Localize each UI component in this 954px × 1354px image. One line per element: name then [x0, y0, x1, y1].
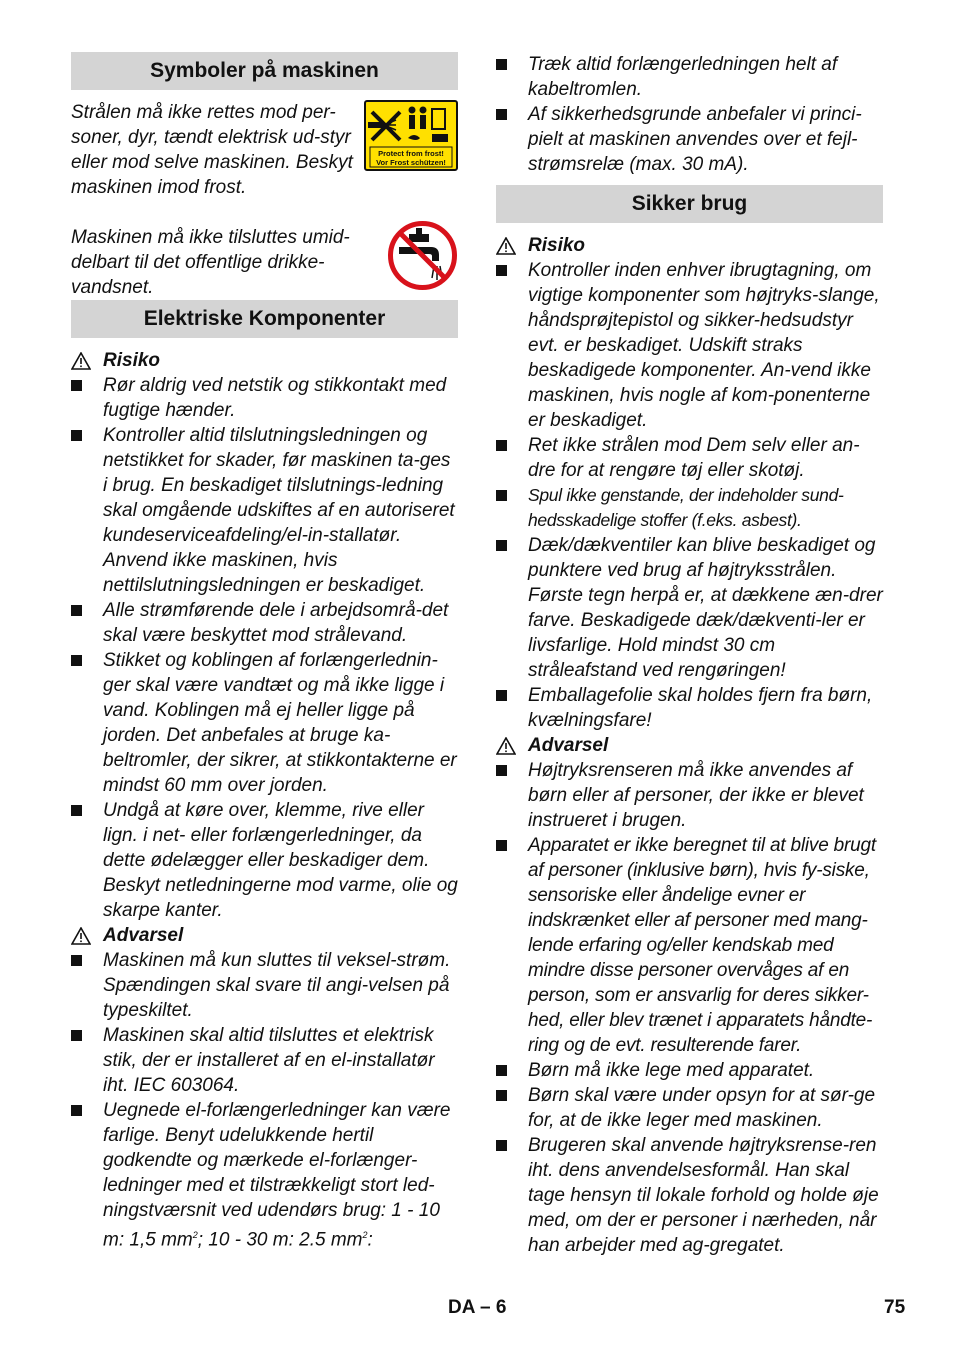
list-item: Af sikkerhedsgrunde anbefaler vi princi-pielt at maskinen anvendes over et fejl-strømsrelæ (max. 30 mA). [496, 102, 883, 177]
list-item: Spul ikke genstande, der indeholder sund-hedsskadelige stoffer (f.eks. asbest). [496, 483, 883, 533]
symbol-text-water: Maskinen må ikke tilsluttes umid-delbart til det offentlige drikke-vandsnet. [71, 227, 350, 298]
warning-label: Advarsel [103, 925, 184, 946]
risk-heading-safe-use [496, 233, 883, 258]
section-heading-electrical: Elektriske Komponenter [71, 300, 458, 338]
risk-heading-electrical [71, 348, 458, 373]
no-drinking-water-connection-icon [387, 220, 458, 291]
footer-section-label: DA – 6 [448, 1297, 507, 1318]
warning-heading-safe-use [496, 733, 883, 758]
list-item: Brugeren skal anvende højtryksrense-ren iht. dens anvendelsesformål. Han skal tage hensyn til lokale forhold og holde øje med, om der er personer i nærheden, når han arbejder med ag-gregatet. [496, 1133, 883, 1258]
warning-triangle-icon [496, 237, 518, 255]
list-item: Børn skal være under opsyn for at sør-ge for, at de ikke leger med maskinen. [496, 1083, 883, 1133]
right-column [496, 52, 883, 1258]
symbol-text-jet: Strålen må ikke rettes mod per-soner, dyr, tændt elektrisk ud-styr eller mod selve maskinen. Beskyt maskinen imod frost. [71, 102, 353, 198]
list-item: Træk altid forlængerledningen helt af kabeltromlen. [496, 52, 883, 102]
warning-label: Advarsel [528, 735, 609, 756]
list-item: Emballagefolie skal holdes fjern fra børn, kvælningsfare! [496, 683, 883, 733]
risk-label: Risiko [528, 235, 586, 256]
section-heading-symbols: Symboler på maskinen [71, 52, 458, 90]
list-item: Uegnede el-forlængerledninger kan være farlige. Benyt udelukkende hertil godkendte og mærkede el-forlænger-ledninger med et tilstrækkeligt stort led-ningstværsnit ved udendørs brug: 1 - 10 m: 1,5 $mm^2$; 10 - 30 m: 2.5 $mm^2$: [71, 1098, 458, 1252]
left-column [71, 52, 458, 1252]
section-heading-safe-use: Sikker brug [496, 185, 883, 223]
list-item: Alle strømførende dele i arbejdsområ-det skal være beskyttet mod strålevand. [71, 598, 458, 648]
list-item: Stikket og koblingen af forlængerlednin-ger skal være vandtæt og må ikke ligge i vand. Koblingen må ej heller ligge på jorden. Det anbefales at bruge ka-beltromler, der sikrer, at stikkontakterne er mindst 60 mm over jorden. [71, 648, 458, 798]
page-number: 75 [884, 1297, 906, 1318]
list-item: Højtryksrenseren må ikke anvendes af børn eller af personer, der ikke er blevet instrueret i brugen. [496, 758, 883, 833]
warning-triangle-icon [496, 737, 518, 755]
list-item: Kontroller altid tilslutningsledningen og netstikket for skader, før maskinen ta-ges i brug. En beskadiget tilslutnings-ledning skal omgående udskiftes af en autoriseret kundeserviceafdeling/el-in-stallatør. Anvend ikke maskinen, hvis nettilslutningsledningen er beskadiget. [71, 423, 458, 598]
list-item: Rør aldrig ved netstik og stikkontakt med fugtige hænder. [71, 373, 458, 423]
warning-triangle-icon [71, 352, 93, 370]
list-item: Undgå at køre over, klemme, rive eller lign. i net- eller forlængerledninger, da dette ødelægger eller beskadiger dem. Beskyt netledningerne mod varme, olie og skarpe kanter. [71, 798, 458, 923]
list-item: Ret ikke strålen mod Dem selv eller an-dre for at rengøre tøj eller skotøj. [496, 433, 883, 483]
warning-triangle-icon [71, 927, 93, 945]
symbol-block-jet [71, 100, 458, 225]
list-item: Dæk/dækventiler kan blive beskadiget og punktere ved brug af højtryksstrålen. Første tegn herpå er, at dækkene æn-drer farve. Beskadigede dæk/dækventi-ler er livsfarlige. Hold mindst 30 cm stråleafstand ved rengøringen! [496, 533, 883, 683]
warning-heading-electrical [71, 923, 458, 948]
list-item: Maskinen skal altid tilsluttes et elektrisk stik, der er installeret af en el-installatør iht. IEC 603064. [71, 1023, 458, 1098]
risk-label: Risiko [103, 350, 161, 371]
symbol-block-water [71, 225, 458, 300]
frost-label-line-1: Protect from frost! [378, 149, 444, 158]
list-item: Kontroller inden enhver ibrugtagning, om vigtige komponenter som højtryks-slange, håndsprøjtepistol og sikker-hedsudstyr evt. er beskadiget. Udskift straks beskadigede komponenter. An-vend ikke maskinen, hvis nogle af kom-ponenterne er beskadiget. [496, 258, 883, 433]
list-item: Apparatet er ikke beregnet til at blive brugt af personer (inklusive børn), hvis fy-siske, sensoriske eller åndelige evner er indskrænket eller af personer med mang-lende erfaring og/eller kendskab med mindre disse personer overvåges af en person, som er ansvarlig for deres sikker-hed, eller blev trænet i apparatets håndte-ring og de evt. resulterende farer. [496, 833, 883, 1058]
list-item: Børn må ikke lege med apparatet. [496, 1058, 883, 1083]
jet-warning-frost-label-icon [364, 100, 458, 171]
frost-label-line-2: Vor Frost schützen! [376, 158, 446, 167]
list-item: Maskinen må kun sluttes til veksel-strøm. Spændingen skal svare til angi-velsen på typeskiltet. [71, 948, 458, 1023]
